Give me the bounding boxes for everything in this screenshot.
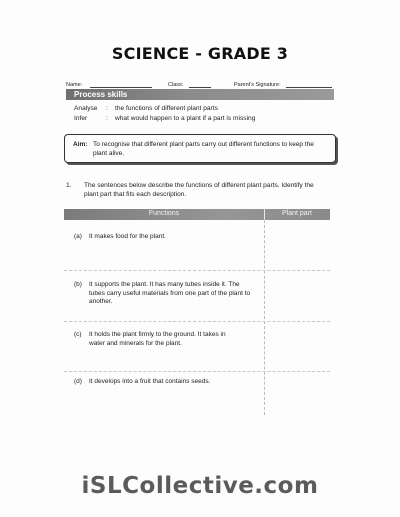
watermark: iSLCollective.com xyxy=(81,473,319,499)
process-skills-heading: Process skills xyxy=(74,90,128,99)
class-line xyxy=(189,82,211,88)
question-text: The sentences below describe the functions of different plant parts. Identify the plant part that fits each description. xyxy=(84,182,314,198)
skill-colon: : xyxy=(106,105,108,112)
skill-value: what would happen to a plant if a part is missing xyxy=(115,114,256,122)
class-label: Class: xyxy=(168,82,184,88)
row-description: It develops into a fruit that contains seeds. xyxy=(89,378,211,385)
aim-text: To recognise that different plant parts carry out different functions to keep the plant alive. xyxy=(93,141,314,157)
column-header-functions: Functions xyxy=(148,210,180,217)
row-divider xyxy=(64,321,330,322)
skill-colon: : xyxy=(106,114,108,122)
row-label: (c) xyxy=(74,331,82,338)
row-divider xyxy=(64,270,330,271)
row-label: (b) xyxy=(74,281,82,288)
column-header-plant-part: Plant part xyxy=(282,210,312,217)
skill-key: Analyse xyxy=(74,105,98,112)
row-label: (a) xyxy=(74,233,82,240)
table-header xyxy=(64,209,330,220)
row-description: It makes food for the plant. xyxy=(89,233,166,240)
row-label: (d) xyxy=(74,378,82,385)
row-description: It supports the plant. It has many tubes inside it. The tubes carry useful materials from one part of the plant to another. xyxy=(89,281,251,305)
name-field xyxy=(66,82,152,88)
process-skills-bar xyxy=(66,89,334,100)
aim-label: Aim: xyxy=(73,141,88,148)
column-divider xyxy=(264,220,265,415)
parent-signature-field xyxy=(234,82,332,88)
skill-key: Infer xyxy=(74,114,88,122)
aim-box xyxy=(64,134,336,163)
parent-signature-line xyxy=(286,82,332,88)
skill-value: the functions of different plant parts xyxy=(115,105,218,112)
row-description: It holds the plant firmly to the ground. It takes in water and minerals for the plant. xyxy=(89,331,226,347)
question-number: 1. xyxy=(66,182,72,189)
row-divider xyxy=(64,371,330,372)
name-line xyxy=(90,82,152,88)
name-label: Name: xyxy=(66,82,83,88)
parent-signature-label: Parent's Signature: xyxy=(234,82,281,88)
class-field xyxy=(168,82,211,88)
page-title: SCIENCE - GRADE 3 xyxy=(111,44,289,63)
